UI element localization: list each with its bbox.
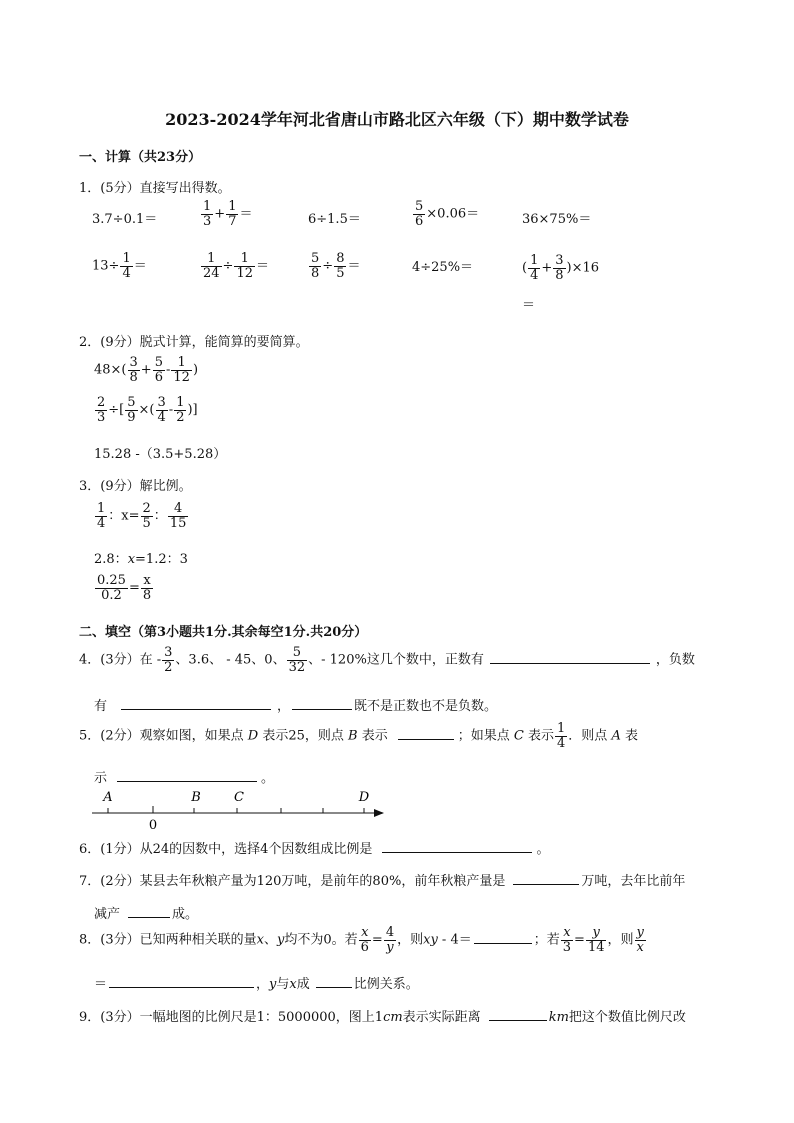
q8-answer-blank-1[interactable] <box>474 943 532 944</box>
question-9: 9．(3分）一幅地图的比例尺是1：5000000，图上1cm表示实际距离 km把这个数值比例尺改 <box>79 1010 686 1025</box>
question-2-stem: 2．(9分）脱式计算，能简算的要简算。 <box>79 335 309 350</box>
q1-r2c5: ( $\frac{1}{4}$ + $\frac{3}{8}$ )×16 <box>522 253 600 283</box>
number-line-arrow <box>374 809 384 817</box>
q9-answer-blank[interactable] <box>489 1020 547 1021</box>
q5-answer-blank-a[interactable] <box>117 781 257 782</box>
point-label-c: C <box>234 790 244 805</box>
q4-answer-blank-negative[interactable] <box>121 709 271 710</box>
point-label-b: B <box>191 790 201 805</box>
question-5-line-1: 5．(2分）观察如图，如果点 D 表示25，则点 B 表示 ；如果点 C 表示 $\frac{1}{4}$ ．则点 A 表 <box>79 721 638 751</box>
question-3-stem: 3．(9分）解比例。 <box>79 479 192 494</box>
q7-answer-blank-2[interactable] <box>128 917 170 918</box>
q7-answer-blank-1[interactable] <box>513 884 579 885</box>
q1-r1c4: $\frac{5}{6}$ ×0.06＝ <box>415 199 480 229</box>
number-line-ticks <box>108 806 364 813</box>
q8-answer-blank-2[interactable] <box>109 987 254 988</box>
question-4-line-1: 4．(3分）在 - $\frac{3}{2}$ 、3.6、 - 45、0、 $\frac{5}{32}$ 、- 120%这几个数中，正数有 ，负数 <box>79 645 695 675</box>
question-1-stem: 1．(5分）直接写出得数。 <box>79 181 231 196</box>
q1-r1c3: 6÷1.5＝ <box>308 212 361 227</box>
question-6: 6．(1分）从24的因数中，选择4个因数组成比例是 。 <box>79 842 550 857</box>
q5-answer-blank-b[interactable] <box>398 739 454 740</box>
question-7-line-2: 减产 成。 <box>94 907 199 922</box>
question-5-line-2: 示 。 <box>94 771 275 786</box>
q1-r2c2: $\frac{1}{24}$ ÷ $\frac{1}{12}$ ＝ <box>203 251 270 281</box>
point-label-d: D <box>358 790 370 805</box>
section-heading-1: 一、计算（共23分） <box>79 150 202 165</box>
q2-expression-3: 15.28 -（3.5+5.28） <box>94 447 227 462</box>
origin-label: 0 <box>148 818 158 832</box>
question-8-line-1: 8．(3分）已知两种相关联的量x、y均不为0。若 $\frac{x}{6}$ = $\frac{4}{y}$ ，则xy - 4＝ ；若 $\frac{x}{3}$ = $\frac{y}{14}$ ，则 $\frac{y}{x}$ <box>79 925 644 955</box>
q1-r2c1: 13÷ $\frac{1}{4}$ ＝ <box>92 251 147 281</box>
q2-expression-1: 48×( $\frac{3}{8}$ + $\frac{5}{6}$ - $\frac{1}{12}$ ) <box>94 355 199 385</box>
question-8-line-2: ＝ ，y与x成 比例关系。 <box>94 977 419 992</box>
number-line-diagram <box>88 786 388 832</box>
point-label-a: A <box>103 790 113 805</box>
section-heading-2: 二、填空（第3小题共1分.其余每空1分.共20分） <box>79 625 368 640</box>
question-7-line-1: 7．(2分）某县去年秋粮产量为120万吨，是前年的80%，前年秋粮产量是 万吨，去年比前年 <box>79 874 686 889</box>
q1-r2c4: 4÷25%＝ <box>412 260 474 275</box>
q4-answer-blank-positive[interactable] <box>490 663 650 664</box>
q2-expression-2: $\frac{2}{3}$ ÷[ $\frac{5}{9}$ ×( $\frac{3}{4}$ - $\frac{1}{2}$ )] <box>97 395 198 425</box>
q8-answer-blank-3[interactable] <box>316 987 352 988</box>
q1-r2c5-equals: ＝ <box>522 298 536 313</box>
question-4-line-2: 有 ， 既不是正数也不是负数。 <box>94 699 498 714</box>
q1-r1c1: 3.7÷0.1＝ <box>92 212 158 227</box>
q6-answer-blank[interactable] <box>382 852 532 853</box>
q3-proportion-3: $\frac{0.25}{0.2}$ = $\frac{x}{8}$ <box>97 573 152 603</box>
q3-proportion-2: 2.8：x=1.2：3 <box>94 552 188 567</box>
q3-proportion-1: $\frac{1}{4}$ ：x= $\frac{2}{5}$ ： $\frac{4}{15}$ <box>97 501 187 531</box>
q1-r1c2: $\frac{1}{3}$ + $\frac{1}{7}$ ＝ <box>203 199 253 229</box>
q1-r2c3: $\frac{5}{8}$ ÷ $\frac{8}{5}$ ＝ <box>311 251 361 281</box>
page-title: 2023-2024学年河北省唐山市路北区六年级（下）期中数学试卷 <box>165 110 629 129</box>
q1-r1c5: 36×75%＝ <box>522 212 592 227</box>
q4-answer-blank-zero[interactable] <box>292 709 352 710</box>
